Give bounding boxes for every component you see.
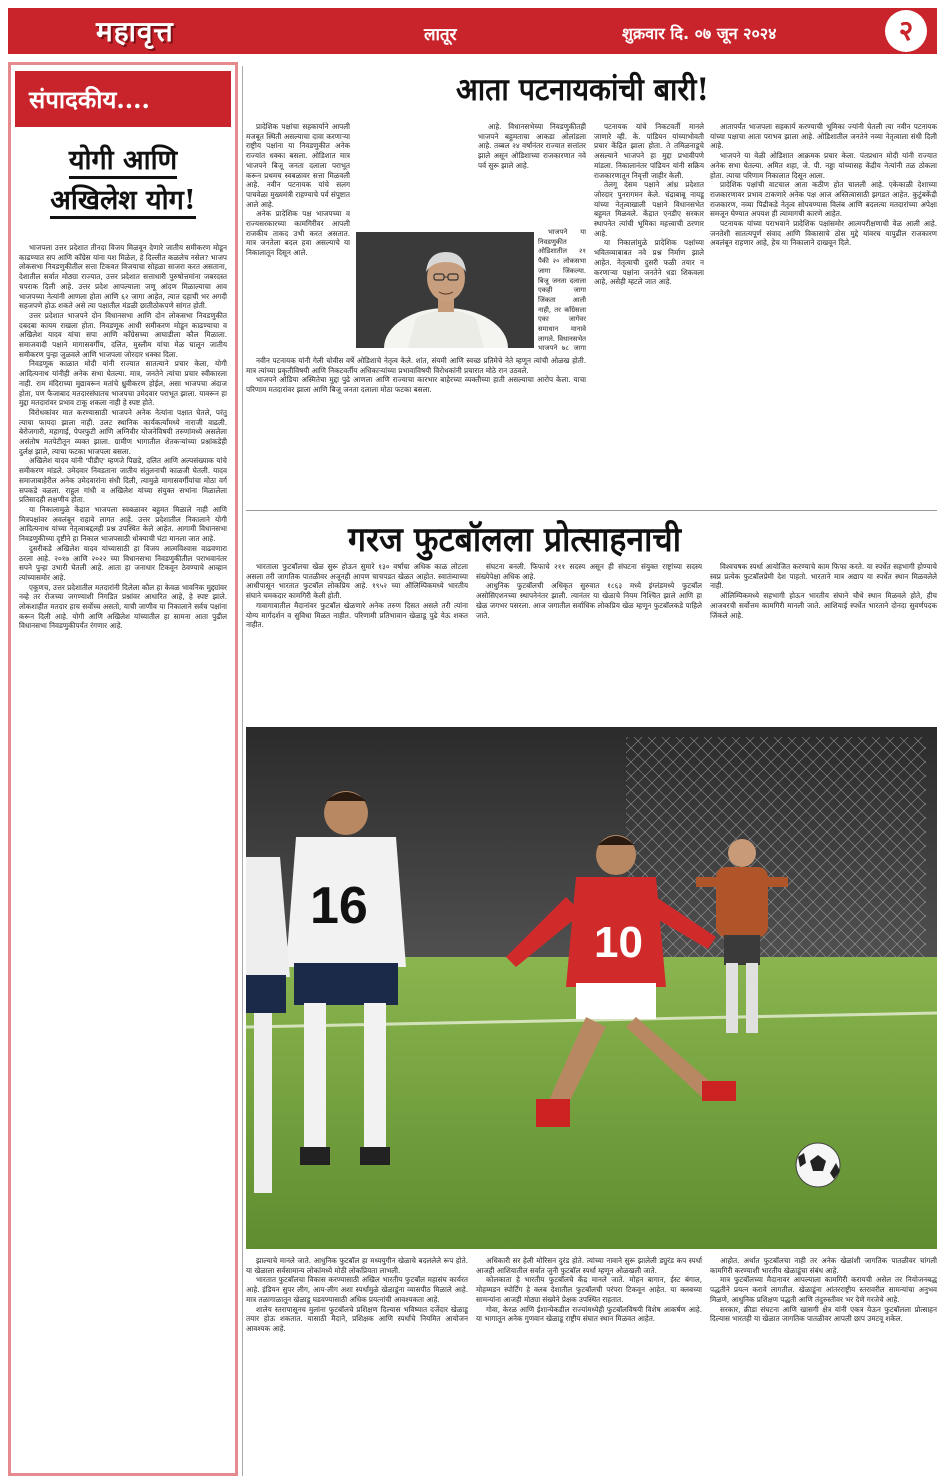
editorial-paragraph: निवडणूक काळात मोदी यांनी राज्यात सातत्याने प्रचार केला, योगी आदित्यनाथ यांनीही अनेक सभा घेतल्या. मात्र, जनतेने त्यांचा प्रचार स्वीकारला नाही. राम मंदिराच्या मुद्यावरून मतांचे ध्रुवीकरण होईल, असा भाजपचा अंदाज होता, पण फैजाबाद मतदारसंघातच भाजपचा उमेदवार पराभूत झाला. यावरून हा मुद्दा मतदारांवर प्रभाव टाकू शकला नाही हे स्पष्ट होते.: [19, 359, 227, 408]
story2-lower-column-3: [710, 1256, 937, 1478]
defender-jersey-number: 16: [310, 877, 368, 935]
editorial-title: [15, 141, 231, 221]
story1-column-2a: [478, 122, 586, 228]
story2-lower-column-2: [476, 1256, 702, 1478]
story1-paragraph: नवीन पटनायक यांनी गेली चोवीस वर्षे ओडिशाचे नेतृत्व केले. शांत, संयमी आणि स्वच्छ प्रतिमेचे नेते म्हणून त्यांची ओळख होती. मात्र त्यांच्या प्रकृतीविषयी आणि निकटवर्तीय अधिकाऱ्यांच्या प्रभावाविषयी विरोधकांनी प्रचारात मोठे रान उठवले.: [246, 356, 586, 375]
story2-paragraph: आहोत. अर्थात फुटबॉलचा नाही तर अनेक खेळांशी जागतिक पातळीवर चांगली कामगिरी करण्याशी भारतीय खेळाडूंचा संबंध आहे.: [710, 1256, 937, 1275]
brand-name: महावृत्त: [96, 15, 174, 48]
story1-paragraph: भाजपने ओडिया अस्मितेचा मुद्दा पुढे आणला आणि राज्याचा कारभार बाहेरच्या व्यक्तीच्या हाती असल्याचा आरोप केला. याचा परिणाम मतदारांवर झाला आणि बिजू जनता दलाला मोठा फटका बसला.: [246, 375, 586, 395]
story1-paragraph: प्रादेशिक पक्षांचा सहकार्याने आपली मजबूत स्थिती असल्याचा दावा करणाऱ्या राष्ट्रीय पक्षांना या निवडणुकीत अनेक राज्यांत धक्का बसला. ओडिशात मात्र भाजपने बिजू जनता दलाला पराभूत करून प्रथमच स्वबळावर सत्ता मिळवली आहे. नवीन पटनायक यांचे सलग पाचवेळा मुख्यमंत्री राहण्याचे पर्व संपुष्टात आले आहे.: [246, 122, 350, 209]
editorial-section-label: [15, 71, 231, 127]
story2-paragraph: विश्वचषक स्पर्धा आयोजित करण्याचे काम फिफा करते. या स्पर्धेत सहभागी होण्याचे स्वप्न प्रत्येक फुटबॉलप्रेमी देश पाहतो. भारताने मात्र अद्याप या स्पर्धेत स्थान मिळवलेले नाही.: [710, 562, 937, 591]
portrait-illustration: [356, 232, 534, 348]
story2-column-2: [476, 562, 702, 722]
football-match-photo: [246, 727, 937, 1249]
story1-paragraph: अनेक प्रादेशिक पक्ष भाजपच्या व राज्यसरकारच्या कामगिरीवर आपली राजकीय ताकद उभी करत असतात. मात्र जनतेला बदल हवा असल्याचे या निकालातून दिसून आले.: [246, 209, 350, 258]
story1-paragraph: तेलगू देसम पक्षाने आंध्र प्रदेशात जोरदार पुनरागमन केले. चंद्राबाबू नायडू यांच्या नेतृत्वाखाली पक्षाने विधानसभेत बहुमत मिळवले. केंद्रात एनडीए सरकार स्थापनेत त्यांची भूमिका महत्त्वाची ठरणार आहे.: [594, 180, 704, 238]
story2-paragraph: सरकार, क्रीडा संघटना आणि खासगी क्षेत्र यांनी एकत्र येऊन फुटबॉलला प्रोत्साहन दिल्यास भारतही या खेळात जागतिक पातळीवर आपली छाप उमटवू शकेल.: [710, 1304, 937, 1324]
story1-column-3: [594, 122, 704, 500]
story2-paragraph: कोलकाता हे भारतीय फुटबॉलचे केंद्र मानले जाते. मोहन बागान, ईस्ट बंगाल, मोहम्मडन स्पोर्टिंग हे क्लब देशातील फुटबॉलची परंपरा टिकवून आहेत. या क्लबच्या सामन्यांना आजही मोठ्या संख्येने प्रेक्षक उपस्थित राहतात.: [476, 1275, 702, 1304]
story1-paragraph: आतापर्यंत भाजपला सहकार्य करण्याची भूमिका ज्यांनी घेतली त्या नवीन पटनायक यांच्या पक्षाचा आता पराभव झाला आहे. ओडिशातील जनतेने नव्या नेतृत्वाला संधी दिली आहे.: [710, 122, 937, 151]
football-ball: [796, 1143, 840, 1187]
story1-paragraph: प्रादेशिक पक्षांची वाटचाल आता कठीण होत चालली आहे. एकेकाळी देशाच्या राजकारणावर प्रभाव टाकणारे अनेक पक्ष आज अस्तित्वासाठी झगडत आहेत. कुटुंबकेंद्री राजकारण, नव्या पिढीकडे नेतृत्व सोपवण्यास विलंब आणि बदलत्या मतदारांच्या अपेक्षा समजून घेण्यात अपयश ही त्यामागची कारणे आहेत.: [710, 180, 937, 219]
issue-date: शुक्रवार दि. ०७ जून २०२४: [622, 24, 777, 43]
story1-paragraph: पटनायक यांच्या पराभवाने प्रादेशिक पक्षांसमोर आत्मपरीक्षणाची वेळ आली आहे. जनतेशी सातत्यपूर्ण संवाद आणि विकासाचे ठोस मुद्दे यांवरच यापुढील राजकारण अवलंबून राहणार आहे, हेच या निकालाने दाखवून दिले.: [710, 219, 937, 248]
story2-paragraph: गावागावातील मैदानांवर फुटबॉल खेळणारे अनेक तरुण दिसत असले तरी त्यांना योग्य मार्गदर्शन व सुविधा मिळत नाहीत. परिणामी प्रतिभावान खेळाडू पुढे येऊ शकत नाहीत.: [246, 600, 468, 630]
story2-lower-column-1: [246, 1256, 468, 1478]
masthead: [8, 8, 937, 54]
story2-paragraph: शालेय स्तरापासूनच मुलांना फुटबॉलचे प्रशिक्षण दिल्यास भविष्यात दर्जेदार खेळाडू तयार होऊ शकतात. यासाठी मैदाने, प्रशिक्षक आणि स्पर्धांचे नियमित आयोजन आवश्यक आहे.: [246, 1304, 468, 1333]
editorial-paragraph: एकूणच, उत्तर प्रदेशातील मतदारांनी दिलेला कौल हा केवळ भावनिक मुद्द्यांवर नव्हे तर रोजच्या जगण्याशी निगडित प्रश्नांवर आधारित आहे, हे स्पष्ट झाले. लोकशाहीत मतदार हाच सर्वोच्च असतो, याची जाणीव या निकालाने सर्वच पक्षांना करून दिली आहे. योगी आणि अखिलेश यांच्यातील हा सामना आता पुढील विधानसभा निवडणुकीपर्यंत रंगणार आहे.: [19, 582, 227, 631]
story1-paragraph: आहे. विधानसभेच्या निवडणुकीतही भाजपने बहुमताचा आकडा ओलांडला आहे. तब्बल २४ वर्षांनंतर राज्यात सत्तांतर झाले असून ओडिशाच्या राजकारणात नवे पर्व सुरू झाले आहे.: [478, 122, 586, 170]
story2-paragraph: झाल्याचे मानले जाते. आधुनिक फुटबॉल हा मध्ययुगीन खेळाचे बदललेले रूप होते. या खेळाला सर्वसामान्य लोकांमध्ये मोठी लोकप्रियता लाभली.: [246, 1256, 468, 1275]
story2-headline: गरज फुटबॉलला प्रोत्साहनाची: [348, 520, 681, 560]
edition-city: लातूर: [424, 25, 457, 45]
story1-paragraph: पटनायक यांचे निकटवर्ती मानले जाणारे व्ही. के. पांडियन यांच्याभोवती प्रचार केंद्रित झाला होता. ते तमिळनाडूचे असल्याने भाजपने हा मुद्दा प्रभावीपणे मांडला. निकालानंतर पांडियन यांनी सक्रिय राजकारणातून निवृत्ती जाहीर केली.: [594, 122, 704, 180]
editorial-title-line2: अखिलेश योग!: [50, 185, 195, 219]
editorial-title-line1: योगी आणि: [69, 145, 177, 179]
story2-paragraph: आधुनिक फुटबॉलची अधिकृत सुरुवात १८६३ मध्ये इंग्लंडमध्ये फुटबॉल असोसिएशनच्या स्थापनेनंतर झाली. त्यानंतर या खेळाचे नियम निश्चित झाले आणि हा खेळ जगभर पसरला. आज जगातील सर्वाधिक लोकप्रिय खेळ म्हणून फुटबॉलकडे पाहिले जाते.: [476, 581, 702, 620]
football-illustration: [246, 727, 937, 1249]
editorial-paragraph: उत्तर प्रदेशात भाजपने दोन विधानसभा आणि दोन लोकसभा निवडणुकीत दबदबा कायम राखला होता. निवडणूक आधी समीकरण मोडून काढण्याचा व अखिलेश यादव यांचा सपा आणि काँग्रेसच्या आघाडीला कौल मिळाला. समाजवादी पक्षाने मागासवर्गीय, दलित, मुस्लीम यांचा मेळ घालून जातीय समीकरण पुन्हा जुळवले आणि भाजपला जोरदार धक्का दिला.: [19, 310, 227, 359]
editorial-paragraph: भाजपला उत्तर प्रदेशात तीनदा विजय मिळवून देणारे जातीय समीकरण मोडून काढण्यात सप आणि काँग्रेस यांना यश मिळेल, हे दिल्लीत कळलेच नसेल? भाजप लोकसभा निवडणुकीतील सत्ता टिकवत विजयाचा सोहळा साजरा करत असताना, देशातील सर्वात मोठ्या राज्यात, उत्तर प्रदेशात सत्ताधारी पुरुषोत्तमांना जबरदस्त चपराक दिली आहे. उत्तर प्रदेश आपल्याला जणू आंदण मिळाल्याचा आव भाजपच्या नेत्यांनी आणला होता आणि ६२ जागा आहेत, त्यात दहाची भर अगदी सहजपणे होऊ शकते असे त्या पक्षातील मंडळी छातीठोकपणे सांगत होती.: [19, 243, 227, 311]
story1-column-2b: [538, 228, 586, 352]
editorial-column: [8, 62, 238, 1476]
story2-paragraph: गोवा, केरळ आणि ईशान्येकडील राज्यांमध्येही फुटबॉलविषयी विशेष आकर्षण आहे. या भागातून अनेक गुणवान खेळाडू राष्ट्रीय संघात स्थान मिळवत आहेत.: [476, 1304, 702, 1324]
story2-paragraph: संघटना बनली. फिफाचे २११ सदस्य असून ही संघटना संयुक्त राष्ट्रांच्या सदस्य संख्येपेक्षा अधिक आहे.: [476, 562, 702, 581]
editorial-section-text: संपादकीय....: [29, 85, 150, 114]
brand-logo: [18, 8, 218, 54]
story2-paragraph: मात्र फुटबॉलच्या मैदानावर आपल्याला कामगिरी करायची असेल तर नियोजनबद्ध पद्धतीने प्रयत्न करावे लागतील. खेळाडूंना आंतरराष्ट्रीय स्तरावरील सामन्यांचा अनुभव मिळणे, आधुनिक प्रशिक्षण पद्धती आणि तंदुरुस्तीवर भर देणे गरजेचे आहे.: [710, 1275, 937, 1304]
story2-column-1: [246, 562, 468, 722]
story-separator-rule: [246, 510, 937, 511]
editorial-paragraph: विरोधकांवर मात करण्यासाठी भाजपने अनेक नेत्यांना पक्षात घेतले, परंतु त्याचा फायदा झाला नाही. उलट स्थानिक कार्यकर्त्यांमध्ये नाराजी वाढली. बेरोजगारी, महागाई, पेपरफुटी आणि अग्निवीर योजनेविषयी तरुणांमध्ये असलेला असंतोष मतपेटीतून व्यक्त झाला. ग्रामीण भागातील शेतकऱ्यांच्या प्रश्नांकडेही दुर्लक्ष झाले, त्याचा फटका भाजपला बसला.: [19, 407, 227, 456]
story2-paragraph: भारतात फुटबॉलचा विकास करण्यासाठी अखिल भारतीय फुटबॉल महासंघ कार्यरत आहे. इंडियन सुपर लीग, आय-लीग अशा स्पर्धांमुळे खेळाडूंना व्यासपीठ मिळाले आहे. मात्र तळागाळातून खेळाडू घडवण्यासाठी अधिक प्रयत्नांची आवश्यकता आहे.: [246, 1275, 468, 1304]
column-rule: [242, 66, 243, 1476]
story1-paragraph: भाजपने या निवडणुकीत ओडिशातील २१ पैकी २० लोकसभा जागा जिंकल्या. बिजू जनता दलाला एकही जागा जिंकता आली नाही, तर काँग्रेसला एका जागेवर समाधान मानावे लागले. विधानसभेत भाजपने ७८ जागा: [538, 228, 586, 352]
story2-paragraph: अधिकारी सर हेली मोरिसन दुरंड होते. त्यांच्या नावाने सुरू झालेली ड्युरंड कप स्पर्धा आजही आशियातील सर्वात जुनी फुटबॉल स्पर्धा म्हणून ओळखली जाते.: [476, 1256, 702, 1275]
editorial-paragraph: या निकालामुळे केंद्रात भाजपला स्वबळावर बहुमत मिळाले नाही आणि मित्रपक्षांवर अवलंबून राहावे लागत आहे. उत्तर प्रदेशातील निकालाने योगी आदित्यनाथ यांच्या नेतृत्वाबद्दलही प्रश्न उपस्थित केले आहेत. आगामी विधानसभा निवडणुकीच्या दृष्टीने हा निकाल भाजपसाठी धोक्याची घंटा मानला जात आहे.: [19, 504, 227, 544]
page-number: २: [885, 10, 927, 52]
story1-portrait-photo: [356, 232, 534, 348]
story1-paragraph: भाजपने या वेळी ओडिशात आक्रमक प्रचार केला. पंतप्रधान मोदी यांनी राज्यात अनेक सभा घेतल्या. अमित शहा, जे. पी. नड्डा यांच्यासह केंद्रीय नेत्यांनी तळ ठोकला होता. त्याचा परिणाम निकालात दिसून आला.: [710, 151, 937, 180]
story2-paragraph: भारताला फुटबॉलचा खेळ सुरू होऊन सुमारे १३० वर्षांचा अधिक काळ लोटला असला तरी जागतिक पातळीवर अजूनही आपण चाचपडत खेळत आहोत. स्वातंत्र्याच्या आधीपासून भारतात फुटबॉल लोकप्रिय आहे. १९५२ च्या ऑलिम्पिकमध्ये भारतीय संघाने चमकदार कामगिरी केली होती.: [246, 562, 468, 601]
story1-column-4: [710, 122, 937, 506]
editorial-body: [19, 243, 227, 1465]
story2-column-3: [710, 562, 937, 722]
editorial-paragraph: दुसरीकडे अखिलेश यादव यांच्यासाठी हा विजय आत्मविश्वास वाढवणारा ठरला आहे. २०१७ आणि २०२२ च्या विधानसभा निवडणुकीतील पराभवानंतर सपने पुन्हा उभारी घेतली आहे. आता हा जनाधार टिकवून ठेवण्याचे आव्हान त्यांच्यासमोर आहे.: [19, 543, 227, 582]
editorial-paragraph: अखिलेश यादव यांनी 'पीडीए' म्हणजे पिछडे, दलित आणि अल्पसंख्याक यांचे समीकरण मांडले. उमेदवार निवडताना जातीय संतुलनाची काळजी घेतली. यादव समाजाबाहेरील अनेक उमेदवारांना संधी दिली, त्यामुळे मागासवर्गीयांचा मोठा वर्ग सपकडे वळला. राहुल गांधी व अखिलेश यांच्या संयुक्त सभांना मिळालेला प्रतिसादही लक्षणीय होता.: [19, 456, 227, 505]
story2-paragraph: ऑलिम्पिकमध्ये सहभागी होऊन भारतीय संघाने चौथे स्थान मिळवले होते, हीच आजवरची सर्वोत्तम कामगिरी मानली जाते. आशियाई स्पर्धेत भारताने दोनदा सुवर्णपदक जिंकले आहे.: [710, 591, 937, 620]
story1-headline: आता पटनायकांची बारी!: [456, 72, 710, 108]
story1-paragraph: या निकालांमुळे प्रादेशिक पक्षांच्या भवितव्याबाबत नवे प्रश्न निर्माण झाले आहेत. नेतृत्वाची दुसरी फळी तयार न करणाऱ्या पक्षांना जनतेने धडा शिकवला आहे, असेही म्हटले जात आहे.: [594, 238, 704, 287]
story1-column-1b: [246, 356, 586, 500]
striker-jersey-number: 10: [594, 918, 643, 967]
